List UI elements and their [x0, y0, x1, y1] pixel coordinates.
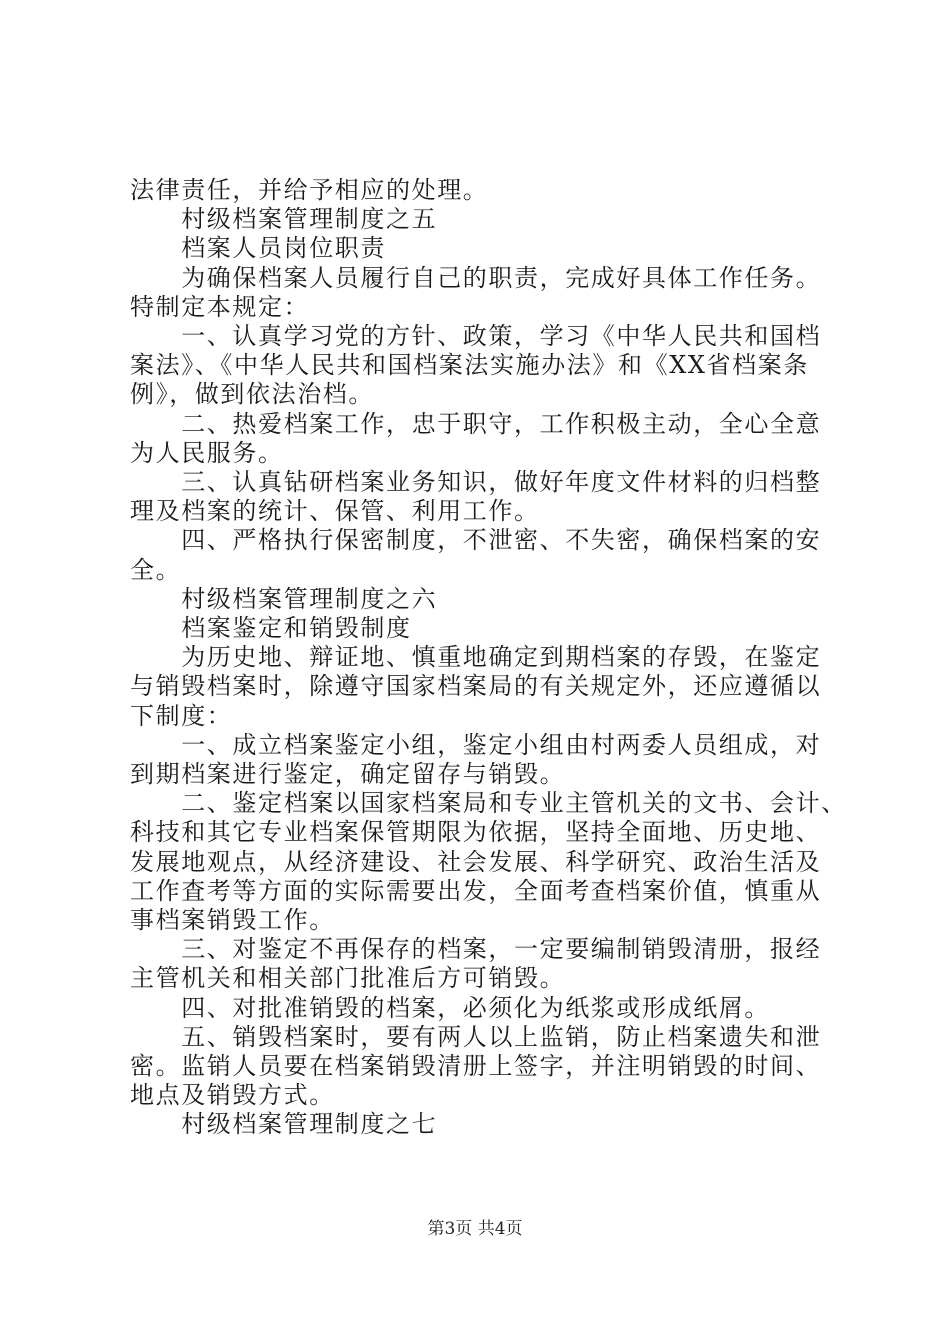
text-line: 到期档案进行鉴定，确定留存与销毁。 — [130, 760, 566, 788]
text-line: 与销毁档案时，除遵守国家档案局的有关规定外，还应遵循以 — [130, 672, 822, 701]
text-line: 为确保档案人员履行自己的职责，完成好具体工作任务。 — [130, 263, 822, 292]
text-line: 科技和其它专业档案保管期限为依据，坚持全面地、历史地、 — [130, 818, 822, 847]
section-subheading: 档案人员岗位职责 — [130, 234, 386, 263]
text-line: 为人民服务。 — [130, 438, 284, 467]
section-heading: 村级档案管理制度之五 — [130, 205, 438, 234]
text-line: 例》，做到依法治档。 — [130, 380, 374, 409]
text-line: 理及档案的统计、保管、利用工作。 — [130, 497, 540, 526]
text-line: 三、认真钻研档案业务知识，做好年度文件材料的归档整 — [130, 468, 822, 496]
text-line: 密。监销人员要在档案销毁清册上签字，并注明销毁的时间、 — [130, 1052, 822, 1080]
page-footer: 第3页 共4页 — [427, 1219, 523, 1239]
text-line: 一、成立档案鉴定小组，鉴定小组由村两委人员组成，对 — [130, 730, 822, 759]
text-line: 村级档案管理制度之七 — [130, 1110, 438, 1139]
text-line: 地点及销毁方式。 — [130, 1081, 335, 1110]
text-line: 四、对批准销毁的档案，必须化为纸浆或形成纸屑。 — [130, 993, 770, 1022]
text-line: 案法》、《中华人民共和国档案法实施办法》和《XX省档案条 — [130, 351, 809, 380]
text-line: 全。 — [130, 555, 182, 584]
text-line: 事档案销毁工作。 — [130, 906, 335, 934]
text-line: 五、销毁档案时，要有两人以上监销，防止档案遗失和泄 — [130, 1022, 822, 1051]
text-line: 工作査考等方面的实际需要出发，全面考查档案价值，慎重从 — [130, 876, 822, 905]
text-line: 一、认真学习党的方针、政策，学习《中华人民共和国档 — [130, 322, 822, 350]
text-line: 下制度： — [130, 701, 233, 730]
text-line: 为历史地、辩证地、慎重地确定到期档案的存毁，在鉴定 — [130, 643, 822, 672]
text-line: 特制定本规定： — [130, 292, 310, 321]
section-heading: 村级档案管理制度之六 — [130, 584, 438, 613]
text-line: 三、对鉴定不再保存的档案，一定要编制销毁清册，报经 — [130, 935, 822, 964]
section-subheading: 档案鉴定和销毁制度 — [130, 614, 412, 642]
text-line: 发展地观点，从经济建设、社会发展、科学研究、政治生活及 — [130, 847, 822, 876]
text-line: 法律责任，并给予相应的处理。 — [130, 176, 489, 204]
text-line: 二、热爱档案工作，忠于职守，工作积极主动，全心全意 — [130, 409, 822, 438]
text-line: 主管机关和相关部门批准后方可销毁。 — [130, 964, 566, 993]
text-line: 四、严格执行保密制度，不泄密、不失密，确保档案的安 — [130, 526, 822, 555]
text-line: 二、鉴定档案以国家档案局和专业主管机关的文书、会计、 — [130, 789, 847, 818]
